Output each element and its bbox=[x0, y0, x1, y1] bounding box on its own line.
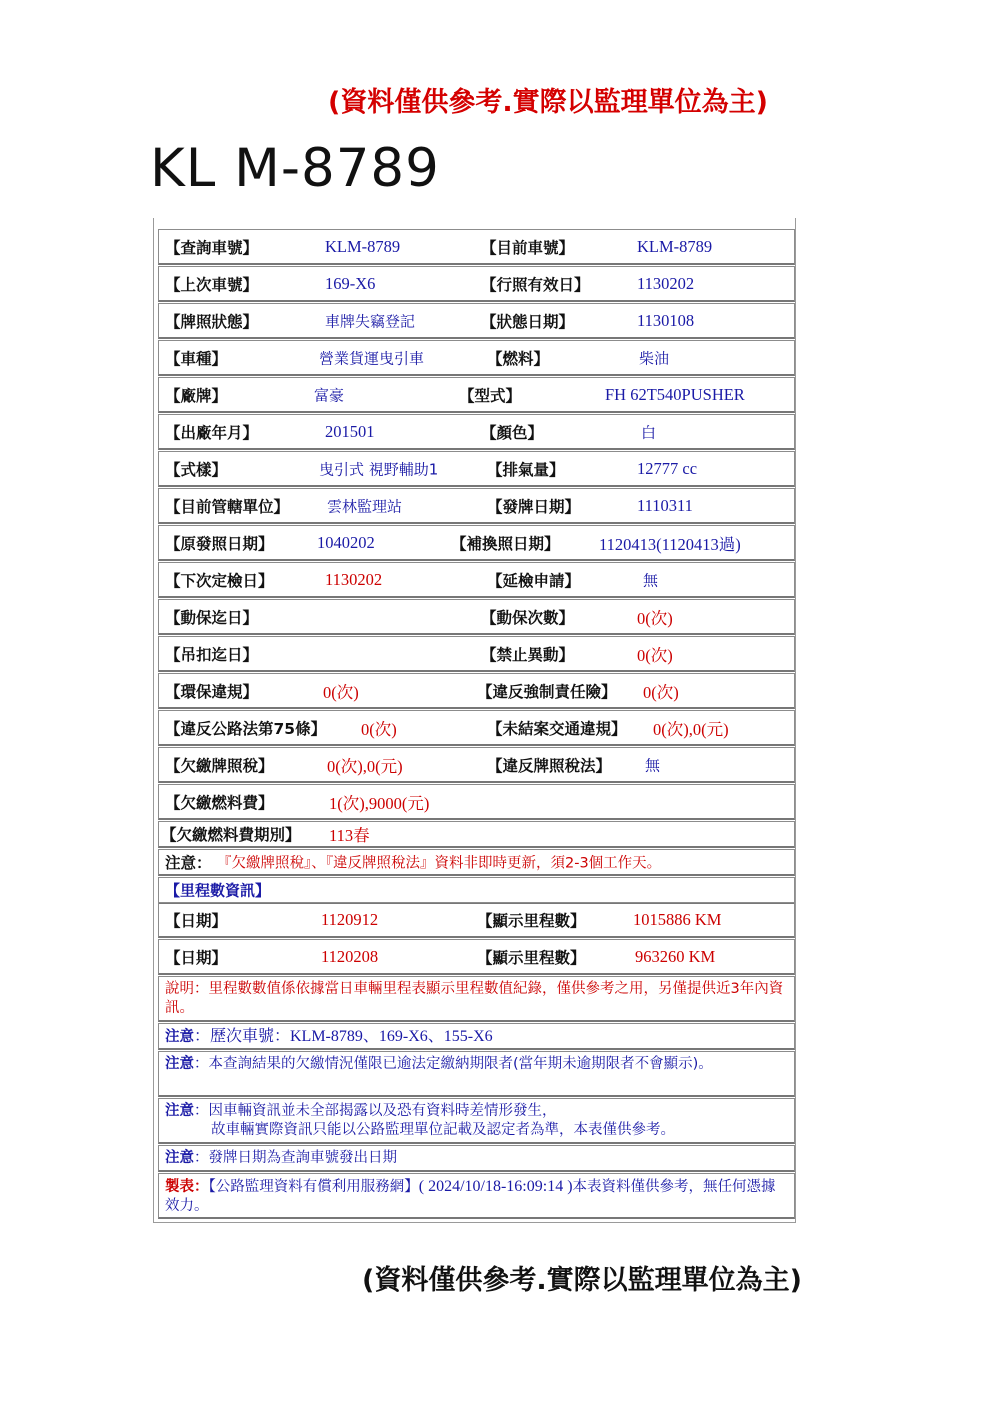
field-value: 1120413(1120413過) bbox=[599, 534, 741, 554]
field-value: FH 62T540PUSHER bbox=[605, 384, 745, 404]
field-label: 【環保違規】 bbox=[165, 682, 259, 701]
note-label: 注意 bbox=[165, 1056, 194, 1072]
note-text: ：發牌日期為查詢車號發出日期 bbox=[194, 1150, 397, 1166]
note-text: 『欠繳牌照稅』、『違反牌照稅法』資料非即時更新，須2-3個工作天。 bbox=[217, 855, 662, 872]
fuel-period-row bbox=[158, 821, 795, 848]
field-value: 1130108 bbox=[637, 310, 695, 330]
field-value: 無 bbox=[645, 756, 661, 774]
field-label: 【未結案交通違規】 bbox=[487, 719, 627, 738]
field-label: 【車種】 bbox=[165, 349, 228, 368]
field-label: 【欠繳燃料費期別】 bbox=[161, 826, 301, 844]
field-value: 0(次) bbox=[643, 682, 679, 702]
field-value: 1110311 bbox=[637, 495, 693, 515]
field-label: 【行照有效日】 bbox=[481, 275, 590, 294]
field-value: 963260 KM bbox=[635, 946, 716, 966]
table-row bbox=[158, 451, 795, 487]
table-row bbox=[158, 710, 795, 746]
field-label: 【延檢申請】 bbox=[487, 571, 581, 590]
note-row bbox=[158, 1051, 795, 1097]
field-label: 【式樣】 bbox=[165, 460, 228, 479]
field-label: 【查詢車號】 bbox=[165, 238, 259, 257]
field-label: 【顯示里程數】 bbox=[477, 948, 586, 967]
field-label: 【上次車號】 bbox=[165, 275, 259, 294]
field-label: 【下次定檢日】 bbox=[165, 571, 274, 590]
field-value: 12777 cc bbox=[637, 458, 698, 478]
field-value: 113春 bbox=[329, 826, 370, 845]
table-row bbox=[158, 229, 795, 265]
field-value: 無 bbox=[643, 571, 659, 589]
field-label: 【違反強制責任險】 bbox=[477, 682, 617, 701]
field-label: 【違反公路法第75條】 bbox=[165, 719, 327, 738]
table-row bbox=[158, 636, 795, 672]
field-value: 車牌失竊登記 bbox=[325, 312, 416, 330]
field-value: 曳引式 視野輔助1 bbox=[319, 460, 439, 478]
field-value: 雲林監理站 bbox=[327, 497, 403, 515]
plate-heading: KL M-8789 bbox=[150, 138, 440, 199]
field-value: 0(次),0(元) bbox=[653, 719, 729, 739]
field-label: 【牌照狀態】 bbox=[165, 312, 259, 331]
table-row bbox=[158, 266, 795, 302]
field-label: 【欠繳牌照稅】 bbox=[165, 756, 274, 775]
table-row bbox=[158, 303, 795, 339]
field-label: 【欠繳燃料費】 bbox=[165, 793, 274, 812]
field-label: 【廠牌】 bbox=[165, 386, 228, 405]
table-row bbox=[158, 340, 795, 376]
field-label: 【禁止異動】 bbox=[481, 645, 575, 664]
table-row bbox=[158, 784, 795, 820]
note-text: ：因車輛資訊並未全部揭露以及恐有資料時差情形發生， bbox=[194, 1103, 557, 1119]
field-label: 【動保次數】 bbox=[481, 608, 575, 627]
footer-text: 本表資料僅供參考，無任何憑據效力。 bbox=[165, 1179, 776, 1214]
field-value: 柴油 bbox=[639, 349, 670, 367]
field-label: 【出廠年月】 bbox=[165, 423, 259, 442]
table-row bbox=[158, 562, 795, 598]
table-row bbox=[158, 525, 795, 561]
field-value: 營業貨運曳引車 bbox=[319, 349, 425, 367]
field-label: 【排氣量】 bbox=[487, 460, 565, 479]
note-row bbox=[158, 1023, 795, 1050]
field-value: 0(次),0(元) bbox=[327, 756, 403, 776]
field-value: 1130202 bbox=[325, 569, 383, 589]
footer-timestamp: ( 2024/10/18-16:09:14 ) bbox=[418, 1178, 573, 1195]
field-value: 1120912 bbox=[321, 909, 379, 929]
field-value: 169-X6 bbox=[325, 273, 376, 293]
field-value: 1(次),9000(元) bbox=[329, 793, 430, 813]
note-label: 注意： bbox=[165, 854, 212, 872]
field-value: 1120208 bbox=[321, 946, 379, 966]
field-label: 【燃料】 bbox=[487, 349, 550, 368]
note-text: ：本查詢結果的欠繳情況僅限已逾法定繳納期限者(當年期未逾期限者不會顯示)。 bbox=[194, 1056, 713, 1072]
note-text: 說明：里程數數值係依據當日車輛里程表顯示里程數值紀錄，僅供參考之用，另僅提供近3年內資訊。 bbox=[165, 981, 784, 1016]
mileage-header-row bbox=[158, 877, 795, 904]
vehicle-info-panel bbox=[153, 218, 796, 1223]
note-text-line2: 故車輛實際資訊只能以公路監理單位記載及認定者為準，本表僅供參考。 bbox=[211, 1122, 675, 1138]
field-value: KLM-8789 bbox=[325, 236, 401, 256]
field-value: 1130202 bbox=[637, 273, 695, 293]
disclaimer-bottom: (資料僅供參考.實際以監理單位為主) bbox=[362, 1265, 802, 1296]
field-value: 0(次) bbox=[323, 682, 359, 702]
note-row bbox=[158, 1145, 795, 1172]
field-label: 【原發照日期】 bbox=[165, 534, 274, 553]
field-label: 【目前車號】 bbox=[481, 238, 575, 257]
field-value: 白 bbox=[641, 423, 657, 441]
field-value: 0(次) bbox=[361, 719, 397, 739]
footer-label: 製表： bbox=[165, 1179, 209, 1195]
table-row bbox=[158, 902, 795, 938]
field-label: 【顯示里程數】 bbox=[477, 911, 586, 930]
disclaimer-top: (資料僅供參考.實際以監理單位為主) bbox=[328, 87, 768, 118]
note-label: 注意 bbox=[165, 1103, 194, 1119]
field-label: 【發牌日期】 bbox=[487, 497, 581, 516]
table-row bbox=[158, 488, 795, 524]
table-row bbox=[158, 747, 795, 783]
table-row bbox=[158, 377, 795, 413]
field-label: 【日期】 bbox=[165, 911, 228, 930]
field-label: 【型式】 bbox=[459, 386, 522, 405]
table-row bbox=[158, 673, 795, 709]
note-label: 注意 bbox=[165, 1150, 194, 1166]
table-row bbox=[158, 599, 795, 635]
field-value: 1015886 KM bbox=[633, 909, 722, 929]
tax-note-row bbox=[158, 849, 795, 876]
table-row bbox=[158, 414, 795, 450]
field-label: 【顏色】 bbox=[481, 423, 544, 442]
field-label: 【日期】 bbox=[165, 948, 228, 967]
field-value: 201501 bbox=[325, 421, 375, 441]
note-row bbox=[158, 1098, 795, 1144]
field-value: 富豪 bbox=[314, 386, 345, 404]
field-label: 【目前管轄單位】 bbox=[165, 497, 290, 516]
field-value: 1040202 bbox=[317, 532, 375, 552]
field-value: KLM-8789 bbox=[637, 236, 713, 256]
field-label: 【違反牌照稅法】 bbox=[487, 756, 612, 775]
mileage-note bbox=[158, 976, 795, 1022]
field-label: 【狀態日期】 bbox=[481, 312, 575, 331]
mileage-header: 【里程數資訊】 bbox=[165, 881, 271, 900]
field-value: 0(次) bbox=[637, 608, 673, 628]
field-label: 【吊扣迄日】 bbox=[165, 645, 259, 664]
footer-service: 【公路監理資料有償利用服務網】 bbox=[208, 1179, 419, 1195]
footer-note bbox=[158, 1173, 795, 1219]
field-label: 【動保迄日】 bbox=[165, 608, 259, 627]
note-label: 注意 bbox=[165, 1029, 194, 1045]
field-value: 0(次) bbox=[637, 645, 673, 665]
note-text: ：歷次車號：KLM-8789、169-X6、155-X6 bbox=[194, 1028, 493, 1045]
field-label: 【補換照日期】 bbox=[451, 534, 560, 553]
table-row bbox=[158, 939, 795, 975]
